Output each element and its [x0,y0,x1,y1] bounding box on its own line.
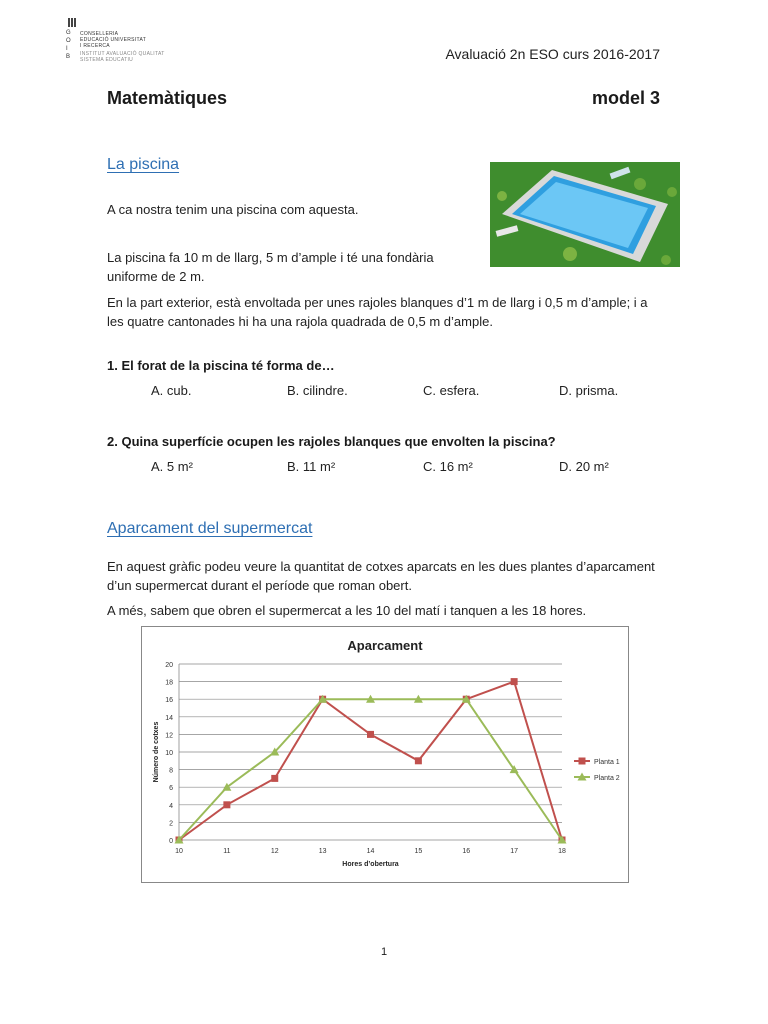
series-line [179,682,562,840]
section-title-parking: Aparcament del supermercat [107,520,313,537]
answer-option[interactable]: A. 5 m² [151,459,193,474]
data-point [579,758,586,765]
paragraph: A més, sabem que obren el supermercat a les 10 del matí i tanquen a les 18 hores. [107,603,587,618]
logo-letter: I [66,46,68,52]
x-tick-label: 11 [223,848,231,855]
y-tick-label: 14 [165,714,173,722]
paragraph: uniforme de 2 m. [107,269,205,284]
x-tick-label: 10 [175,848,183,855]
section-title-pool: La piscina [107,156,180,173]
chart-canvas [142,627,628,882]
data-point [223,801,230,808]
paragraph: En la part exterior, està envoltada per unes rajoles blanques d’1 m de llarg i 0,5 m d’ample; i a les quatre cantonades hi ha una rajola quadrada de 0,5 m d’ample. [107,295,648,329]
data-point [367,731,374,738]
y-tick-label: 20 [165,662,173,669]
data-point [511,678,518,685]
logo-letter: O [66,38,71,44]
x-tick-label: 13 [318,848,327,855]
data-point [415,757,422,764]
answer-option[interactable]: D. prisma. [559,383,619,398]
x-tick-label: 16 [462,848,471,855]
x-axis-label: Hores d’obertura [342,861,399,868]
x-tick-label: 17 [510,848,519,855]
x-tick-label: 15 [414,848,423,855]
y-tick-label: 6 [169,785,173,793]
y-tick-label: 12 [165,732,173,740]
x-tick-label: 14 [366,848,375,855]
y-axis-label: Número de cotxes [153,721,160,783]
answer-option[interactable]: A. cub. [151,383,192,398]
logo-text: I RECERCA [80,43,110,49]
paragraph: En aquest gràfic podeu veure la quantitat de cotxes aparcats en les dues plantes d’aparcament d’un supermercat durant el període que roman obert. [107,559,655,593]
logo-text: SISTEMA EDUCATIU [80,57,134,63]
answer-option[interactable]: C. 16 m² [423,459,473,474]
crest-icon [68,18,76,27]
government-logo [66,18,176,70]
answer-option[interactable]: B. 11 m² [287,459,336,474]
y-tick-label: 2 [169,820,173,828]
answer-option[interactable]: D. 20 m² [559,459,609,474]
question-1: 1. El forat de la piscina té forma de… [107,358,335,373]
data-point [271,775,278,782]
logo-text: EDUCACIÓ UNIVERSITAT [80,37,147,43]
model-label: model 3 [591,88,660,108]
question-2: 2. Quina superfície ocupen les rajoles blanques que envolten la piscina? [107,434,556,449]
paragraph: A ca nostra tenim una piscina com aquesta. [107,202,359,217]
logo-letter: G [66,30,71,36]
y-tick-label: 8 [169,767,173,775]
logo-text: INSTITUT AVALUACIÓ QUALITAT [80,51,165,57]
y-tick-label: 0 [169,838,173,845]
logo-text: CONSELLERIA [80,31,119,37]
y-tick-label: 10 [165,750,173,757]
y-tick-label: 16 [165,697,173,705]
x-tick-label: 12 [270,848,279,855]
x-tick-label: 18 [558,848,566,855]
answer-option[interactable]: C. esfera. [423,383,480,398]
paragraph: La piscina fa 10 m de llarg, 5 m d’ample i té una fondària [107,250,434,265]
page-number: 1 [380,946,388,958]
y-tick-label: 18 [165,679,173,687]
legend-label: Planta 1 [594,759,620,766]
parking-chart [141,626,629,883]
logo-letter: B [66,54,71,60]
subject-title: Matemàtiques [107,88,228,108]
chart-title: Aparcament [347,638,423,653]
pool-illustration [490,162,680,267]
exam-title: Avaluació 2n ESO curs 2016-2017 [445,46,660,62]
legend-label: Planta 2 [594,775,620,782]
y-tick-label: 4 [169,802,173,810]
answer-option[interactable]: B. cilindre. [287,383,348,398]
